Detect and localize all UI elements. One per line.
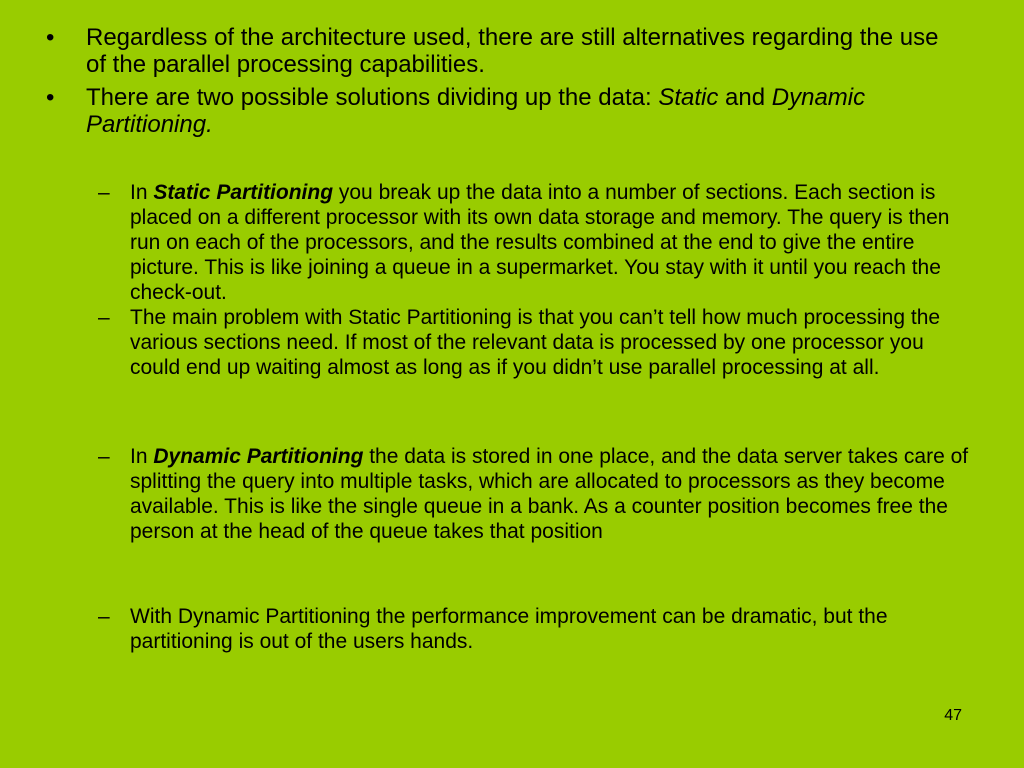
sub-bullet-dynamic-benefit (98, 604, 978, 654)
sub-bullet-dynamic-partitioning (98, 444, 978, 544)
sub-bullet-prefix: In (130, 445, 154, 468)
sub-bullet-list-static (98, 180, 978, 380)
bullet-architecture (46, 24, 946, 78)
static-term: Static (658, 84, 719, 111)
dash-marker: – (98, 445, 110, 468)
dash-marker: – (98, 605, 110, 628)
dash-marker: – (98, 181, 110, 204)
dynamic-partitioning-term: Dynamic Partitioning (153, 445, 364, 468)
dash-marker: – (98, 306, 110, 329)
bullet-text: Regardless of the architecture used, there are still alternatives regarding the use of the parallel processing capabilities. (86, 24, 939, 78)
main-bullet-list (46, 24, 946, 144)
dynamic-partitioning-term: Dynamic Partitioning. (86, 84, 866, 138)
static-partitioning-term: Static Partitioning (153, 181, 334, 204)
bullet-text-joiner: and (718, 84, 772, 111)
sub-bullet-static-partitioning (98, 180, 978, 305)
bullet-text: There are two possible solutions dividing up the data: (86, 84, 659, 111)
page-number: 47 (944, 707, 962, 724)
sub-bullet-text: the data is stored in one place, and the data server takes care of splitting the query into multiple tasks, which are allocated to processors as they become available. This is like the single queue in a bank. As a counter position becomes free the person at the head of the queue takes that position (130, 445, 969, 543)
bullet-two-solutions (46, 84, 946, 138)
sub-bullet-text: With Dynamic Partitioning the performance improvement can be dramatic, but the partitioning is out of the users hands. (130, 605, 888, 653)
sub-bullet-list-dynamic-benefit (98, 604, 978, 654)
bullet-marker: • (46, 24, 55, 51)
bullet-marker: • (46, 84, 55, 111)
sub-bullet-text: The main problem with Static Partitioning is that you can’t tell how much processing the various sections need. If most of the relevant data is processed by one processor you could end up waiting almost as long as if you didn’t use parallel processing at all. (130, 306, 941, 379)
sub-bullet-text: you break up the data into a number of sections. Each section is placed on a different processor with its own data storage and memory. The query is then run on each of the processors, and the results combined at the end to give the entire picture. This is like joining a queue in a supermarket. You stay with it until you reach the check-out. (130, 181, 950, 304)
sub-bullet-static-problem (98, 305, 978, 380)
sub-bullet-list-dynamic (98, 444, 978, 544)
sub-bullet-prefix: In (130, 181, 154, 204)
